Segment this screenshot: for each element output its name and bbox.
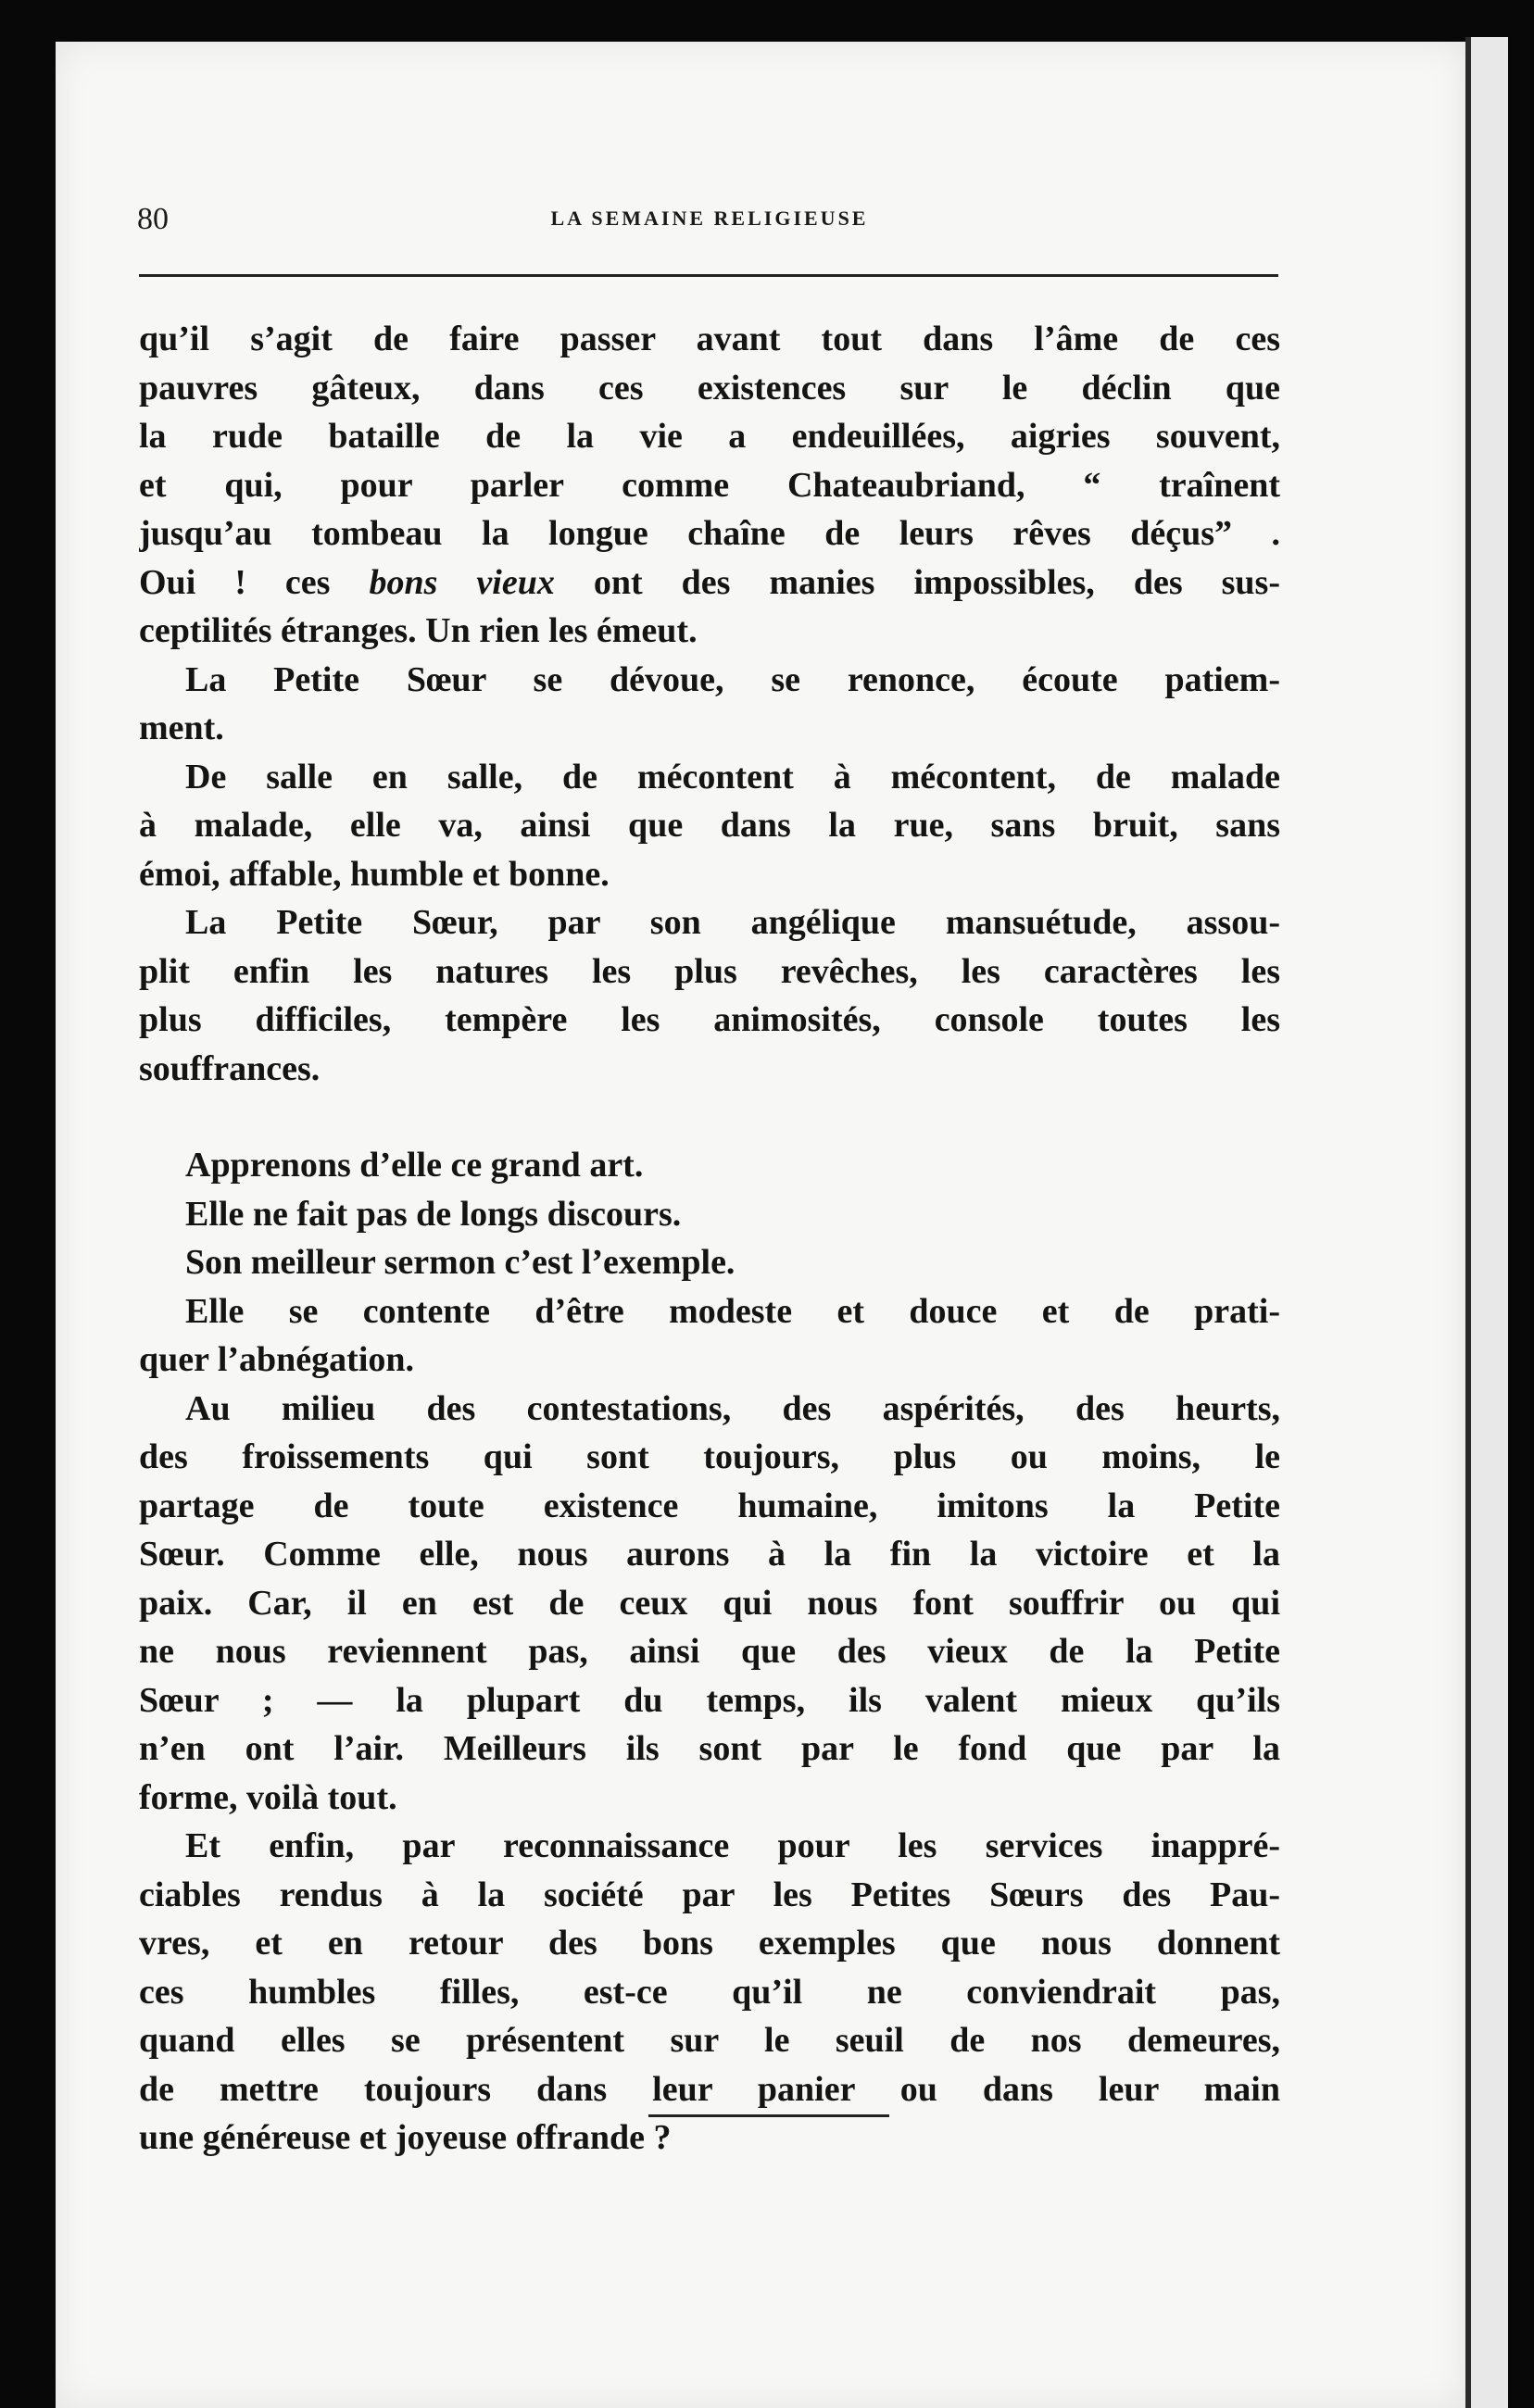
text-line: quand elles se présentent sur le seuil de nos demeures, [139, 2021, 1280, 2060]
text-line: la rude bataille de la vie a endeuillées, aigries souvent, [139, 417, 1280, 456]
text-line: ne nous reviennent pas, ainsi que des vieux de la Petite [139, 1632, 1280, 1671]
text-line: n’en ont l’air. Meilleurs ils sont par le fond que par la [139, 1729, 1280, 1768]
running-head: LA SEMAINE RELIGIEUSE [550, 207, 869, 230]
italic-phrase: bons vieux [369, 562, 555, 602]
text-line: Au milieu des contestations, des aspérités, des heurts, [185, 1388, 1280, 1428]
text-run: Oui ! ces [139, 562, 370, 602]
text-line: plit enfin les natures les plus revêches, les caractères les [139, 951, 1280, 991]
page-header [137, 156, 1282, 236]
text-line: pauvres gâteux, dans ces existences sur le déclin que [139, 368, 1280, 408]
text-line: Apprenons d’elle ce grand art. [185, 1146, 644, 1185]
text-line: Son meilleur sermon c’est l’exemple. [185, 1243, 736, 1282]
adjacent-page-edge [1465, 37, 1508, 2408]
text-line: La Petite Sœur se dévoue, se renonce, écoute patiem- [185, 659, 1280, 699]
header-rule [139, 274, 1278, 277]
text-line: quer l’abnégation. [139, 1340, 415, 1379]
text-line: ment. [139, 709, 224, 747]
text-line: Sœur ; — la plupart du temps, ils valent mieux qu’ils [139, 1680, 1280, 1720]
text-line: jusqu’au tombeau la longue chaîne de leurs rêves déçus” . [139, 514, 1280, 553]
body-text [139, 315, 1280, 2163]
text-line: Elle se contente d’être modeste et douce et de prati- [185, 1291, 1280, 1331]
text-line: forme, voilà tout. [139, 1777, 397, 1817]
text-line: et qui, pour parler comme Chateaubriand, “ traînent [139, 465, 1280, 505]
text-line: émoi, affable, humble et bonne. [139, 854, 610, 894]
text-run: ont des manies impossibles, des sus- [554, 562, 1280, 602]
text-line: ces humbles filles, est-ce qu’il ne conviendrait pas, [139, 1972, 1280, 2012]
text-line: à malade, elle va, ainsi que dans la rue, sans bruit, sans [139, 806, 1280, 845]
text-line: Elle ne fait pas de longs discours. [185, 1194, 682, 1234]
text-line: paix. Car, il en est de ceux qui nous font souffrir ou qui [139, 1583, 1280, 1623]
text-line: une généreuse et joyeuse offrande ? [139, 2118, 672, 2157]
text-line: Et enfin, par reconnaissance pour les services inappré- [185, 1826, 1280, 1865]
text-line: ceptilités étranges. Un rien les émeut. [139, 611, 698, 650]
text-line: partage de toute existence humaine, imitons la Petite [139, 1486, 1280, 1525]
text-line: ciables rendus à la société par les Petites Sœurs des Pau- [139, 1875, 1280, 1914]
text-line: des froissements qui sont toujours, plus ou moins, le [139, 1437, 1280, 1476]
text-line: Sœur. Comme elle, nous aurons à la fin la victoire et la [139, 1535, 1280, 1574]
page-number: 80 [137, 202, 169, 236]
text-line: La Petite Sœur, par son angélique mansuétude, assou- [185, 903, 1280, 942]
paragraph-gap [139, 1093, 1280, 1141]
text-line [139, 558, 1280, 608]
text-line: De salle en salle, de mécontent à mécontent, de malade [185, 757, 1280, 796]
text-line: vres, et en retour des bons exemples que nous donnent [139, 1924, 1280, 1963]
text-line: de mettre toujours dans leur panier ou dans leur main [139, 2069, 1280, 2109]
text-line: qu’il s’agit de faire passer avant tout dans l’âme de ces [139, 320, 1280, 358]
text-line: souffrances. [139, 1048, 321, 1088]
end-rule [648, 2114, 889, 2117]
text-line: plus difficiles, tempère les animosités, console toutes les [139, 1000, 1280, 1039]
